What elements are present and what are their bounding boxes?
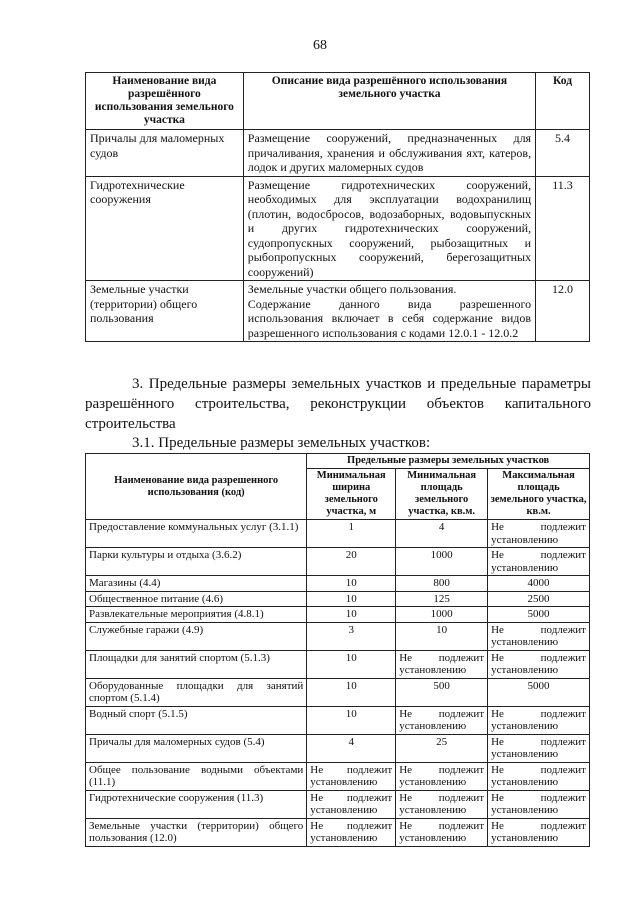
row-name: Оборудованные площадки для занятий спортом (5.1.4) (86, 678, 307, 706)
row-name: Развлекательные мероприятия (4.8.1) (86, 607, 307, 623)
row-name: Земельные участки (территории) общего пользования (12.0) (86, 818, 307, 846)
table-row (86, 591, 590, 607)
row-max-area: Не подлежит установлению (488, 734, 590, 762)
row-name: Общее пользование водными объектами (11.1) (86, 762, 307, 790)
page-number: 68 (313, 38, 327, 53)
row-min-area: 125 (396, 591, 488, 607)
table-row (86, 650, 590, 678)
table-row (86, 576, 590, 592)
row-max-area: Не подлежит установлению (488, 650, 590, 678)
row-min-width: Не подлежит установлению (307, 762, 396, 790)
row-min-width: 20 (307, 548, 396, 576)
table-row (86, 790, 590, 818)
row-code: 5.4 (536, 130, 590, 177)
row-min-area: Не подлежит установлению (396, 650, 488, 678)
row-max-area: Не подлежит установлению (488, 520, 590, 548)
row-max-area: 2500 (488, 591, 590, 607)
row-min-width: 10 (307, 576, 396, 592)
row-min-area: 10 (396, 622, 488, 650)
row-name: Гидротехнические сооружения (86, 176, 244, 281)
row-min-area: Не подлежит установлению (396, 818, 488, 846)
row-min-area: 800 (396, 576, 488, 592)
row-min-area: 4 (396, 520, 488, 548)
row-min-width: 3 (307, 622, 396, 650)
row-min-area: 1000 (396, 548, 488, 576)
column-header-min-width: Минимальная ширина земельного участка, м (307, 469, 396, 520)
column-header-min-area: Минимальная площадь земельного участка, кв.м. (396, 469, 488, 520)
row-min-width: 10 (307, 591, 396, 607)
row-max-area: 4000 (488, 576, 590, 592)
row-name: Площадки для занятий спортом (5.1.3) (86, 650, 307, 678)
land-plot-size-table (85, 453, 590, 847)
row-min-area: 25 (396, 734, 488, 762)
section-3-1-heading: 3.1. Предельные размеры земельных участков: (132, 435, 431, 451)
row-name: Гидротехнические сооружения (11.3) (86, 790, 307, 818)
row-max-area: 5000 (488, 678, 590, 706)
column-header-description: Описание вида разрешённого использования земельного участка (243, 73, 535, 130)
row-max-area: Не подлежит установлению (488, 622, 590, 650)
row-max-area: Не подлежит установлению (488, 706, 590, 734)
table-header-row (86, 73, 590, 130)
table-row (86, 281, 590, 342)
row-name: Земельные участки (территории) общего пользования (86, 281, 244, 342)
row-name: Водный спорт (5.1.5) (86, 706, 307, 734)
row-name: Парки культуры и отдыха (3.6.2) (86, 548, 307, 576)
table-row (86, 706, 590, 734)
column-header-code: Код (536, 73, 590, 130)
row-min-width: Не подлежит установлению (307, 790, 396, 818)
row-min-area: Не подлежит установлению (396, 706, 488, 734)
row-max-area: Не подлежит установлению (488, 818, 590, 846)
column-header-max-area: Максимальная площадь земельного участка, кв.м. (488, 469, 590, 520)
row-code: 12.0 (536, 281, 590, 342)
section-3-paragraph: 3. Предельные размеры земельных участков и предельные параметры разрешённого строительства, реконструкции объектов капитального строительства (85, 376, 591, 432)
row-max-area: Не подлежит установлению (488, 790, 590, 818)
row-code: 11.3 (536, 176, 590, 281)
row-name: Причалы для маломерных судов (86, 130, 244, 177)
row-name: Предоставление коммунальных услуг (3.1.1) (86, 520, 307, 548)
row-min-area: Не подлежит установлению (396, 790, 488, 818)
row-min-width: 10 (307, 607, 396, 623)
table-row (86, 818, 590, 846)
row-description: Размещение сооружений, предназначенных для причаливания, хранения и обслуживания яхт, катеров, лодок и других маломерных судов (243, 130, 535, 177)
row-min-width: Не подлежит установлению (307, 818, 396, 846)
row-description: Размещение гидротехнических сооружений, необходимых для эксплуатации водохранилищ (плотин, водосбросов, водозаборных, водовыпускных и других гидротехнических сооружений, судопропускных сооружений, рыбозащитных и рыбопропускных сооружений, берегозащитных сооружений) (243, 176, 535, 281)
table-row (86, 734, 590, 762)
row-name: Магазины (4.4) (86, 576, 307, 592)
row-min-width: 10 (307, 706, 396, 734)
row-name: Служебные гаражи (4.9) (86, 622, 307, 650)
column-header-name: Наименование вида разрешённого использования земельного участка (86, 73, 244, 130)
table-row (86, 607, 590, 623)
row-name: Общественное питание (4.6) (86, 591, 307, 607)
table-header-row (86, 454, 590, 469)
table-row (86, 548, 590, 576)
row-max-area: 5000 (488, 607, 590, 623)
table-row (86, 622, 590, 650)
land-use-description-table (85, 72, 590, 342)
row-name: Причалы для маломерных судов (5.4) (86, 734, 307, 762)
column-header-name: Наименование вида разрешенного использования (код) (86, 454, 307, 520)
row-max-area: Не подлежит установлению (488, 548, 590, 576)
table-row (86, 762, 590, 790)
row-min-area: Не подлежит установлению (396, 762, 488, 790)
row-min-area: 500 (396, 678, 488, 706)
row-min-area: 1000 (396, 607, 488, 623)
table-row (86, 130, 590, 177)
table-row (86, 176, 590, 281)
column-group-header: Предельные размеры земельных участков (307, 454, 590, 469)
table-row (86, 520, 590, 548)
row-min-width: 10 (307, 650, 396, 678)
row-min-width: 10 (307, 678, 396, 706)
row-min-width: 1 (307, 520, 396, 548)
row-description: Земельные участки общего пользования. Содержание данного вида разрешенного использования включает в себя содержание видов разрешенного использования с кодами 12.0.1 - 12.0.2 (243, 281, 535, 342)
row-min-width: 4 (307, 734, 396, 762)
table-row (86, 678, 590, 706)
row-max-area: Не подлежит установлению (488, 762, 590, 790)
